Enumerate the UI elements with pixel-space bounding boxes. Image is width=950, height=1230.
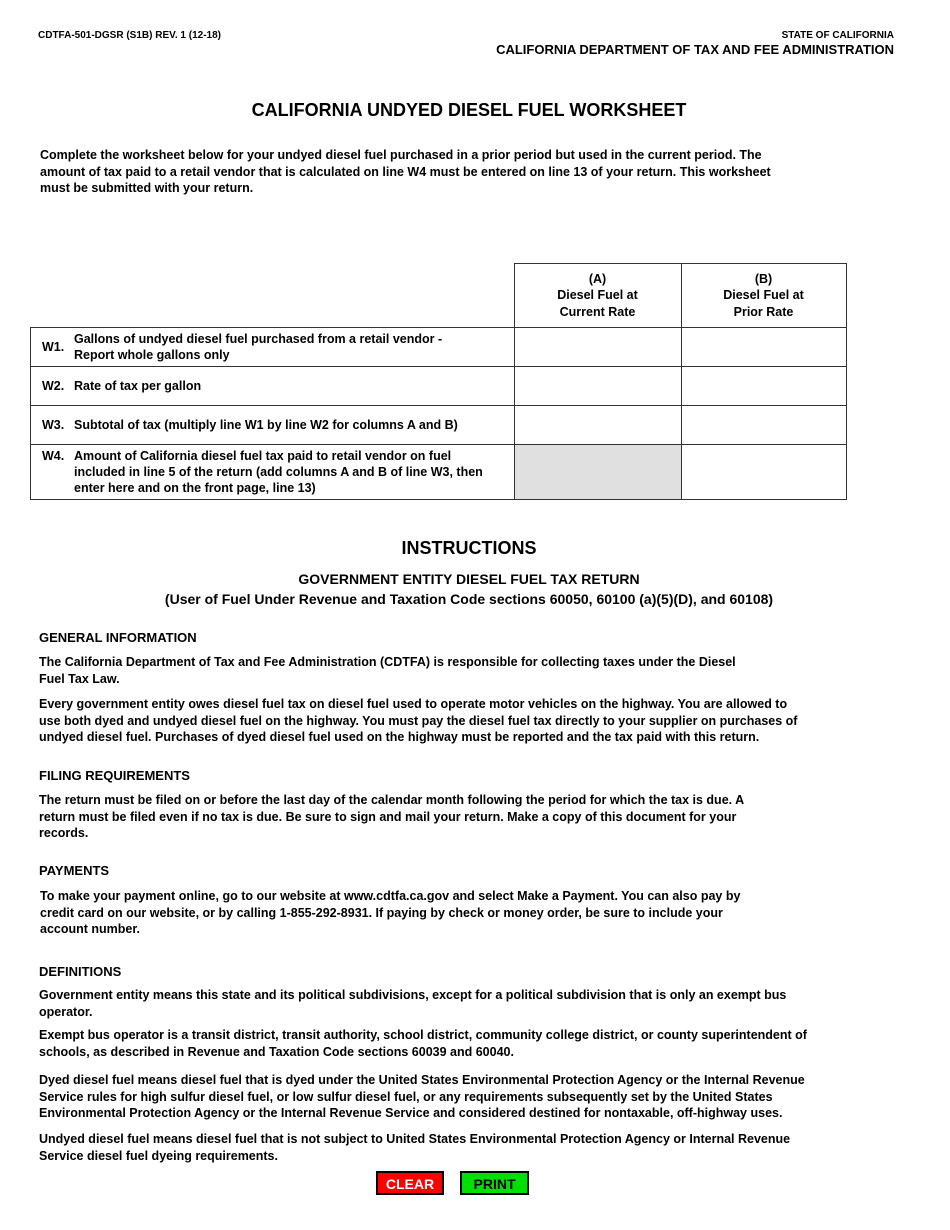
- text-line: records.: [39, 826, 89, 840]
- intro-line: must be submitted with your return.: [40, 181, 254, 195]
- w3-column-b[interactable]: [681, 406, 846, 445]
- w2-column-a-input[interactable]: [515, 378, 681, 394]
- column-a-label: Diesel Fuel at: [557, 288, 638, 303]
- definition-undyed-diesel-fuel: [39, 1131, 839, 1164]
- row-w3-label: [31, 406, 515, 445]
- definition-government-entity: [39, 987, 839, 1020]
- worksheet-header-row: [31, 264, 847, 328]
- w1-column-b[interactable]: [681, 328, 846, 367]
- w3-column-a-input[interactable]: [515, 417, 681, 433]
- text-line: Government entity means this state and its political subdivisions, except for a political subdivision that is only an exempt bus: [39, 988, 787, 1002]
- state-label: STATE OF CALIFORNIA: [781, 30, 894, 41]
- row-w2-label: [31, 367, 515, 406]
- text-line: Service diesel fuel dyeing requirements.: [39, 1148, 278, 1163]
- worksheet-row-w4: [31, 445, 847, 500]
- column-b-label: Diesel Fuel at: [723, 288, 804, 303]
- column-a-rate: Current Rate: [559, 304, 636, 319]
- text-line: account number.: [40, 922, 141, 936]
- worksheet-row-w3: [31, 406, 847, 445]
- column-a-header: [514, 264, 681, 328]
- w2-column-b-input[interactable]: [682, 378, 846, 394]
- text-line: Fuel Tax Law.: [39, 671, 120, 686]
- w3-column-a[interactable]: [514, 406, 681, 445]
- row-w1-label: [31, 328, 515, 367]
- definitions-heading: DEFINITIONS: [39, 964, 122, 979]
- clear-button[interactable]: CLEAR: [376, 1171, 444, 1195]
- worksheet-table: [30, 263, 847, 500]
- definition-exempt-bus-operator: [39, 1027, 839, 1060]
- text-line: operator.: [39, 1004, 93, 1019]
- intro-line: Complete the worksheet below for your undyed diesel fuel purchased in a prior period but used in the current period. The: [40, 148, 762, 162]
- w4-column-a-shaded: [514, 445, 681, 500]
- text-line: Every government entity owes diesel fuel tax on diesel fuel used to operate motor vehicles on the highway. You are allowed to: [39, 697, 788, 711]
- column-b-rate: Prior Rate: [733, 304, 794, 319]
- text-line: Dyed diesel fuel means diesel fuel that is dyed under the United States Environmental Protection Agency or the Internal Revenue: [39, 1073, 805, 1087]
- text-line: use both dyed and undyed diesel fuel on the highway. You must pay the diesel fuel tax directly to your supplier on purchases of: [39, 713, 798, 728]
- text-line: To make your payment online, go to our website at www.cdtfa.ca.gov and select Make a Payment. You can also pay by: [40, 889, 741, 903]
- text-line: schools, as described in Revenue and Taxation Code sections 60039 and 60040.: [39, 1044, 514, 1059]
- row-text: Gallons of undyed diesel fuel purchased from a retail vendor -: [74, 332, 443, 346]
- column-a-letter: (A): [588, 271, 607, 286]
- w3-column-b-input[interactable]: [682, 417, 846, 433]
- row-text: enter here and on the front page, line 13): [74, 481, 316, 495]
- payments-paragraph: [40, 888, 840, 938]
- row-text: Report whole gallons only: [74, 348, 230, 362]
- text-line: Environmental Protection Agency or the Internal Revenue Service and considered destined for nontaxable, off-highway uses.: [39, 1106, 783, 1120]
- intro-paragraph: [40, 147, 820, 197]
- w1-column-a-input[interactable]: [515, 339, 681, 355]
- text-line: return must be filed even if no tax is due. Be sure to sign and mail your return. Make a copy of this document for your: [39, 809, 737, 824]
- w1-column-b-input[interactable]: [682, 339, 846, 355]
- text-line: Undyed diesel fuel means diesel fuel that is not subject to United States Environmental Protection Agency or Internal Revenue: [39, 1132, 791, 1146]
- worksheet-row-w2: [31, 367, 847, 406]
- text-line: Exempt bus operator is a transit district, transit authority, school district, community college district, or county superintendent of: [39, 1028, 807, 1042]
- instructions-heading: INSTRUCTIONS: [401, 538, 537, 558]
- filing-requirements-paragraph: [39, 792, 839, 842]
- instructions-subheading: GOVERNMENT ENTITY DIESEL FUEL TAX RETURN: [298, 571, 640, 587]
- w2-column-a[interactable]: [514, 367, 681, 406]
- w4-column-b[interactable]: [681, 445, 846, 500]
- general-information-paragraph-2: [39, 696, 839, 746]
- payments-heading: PAYMENTS: [39, 863, 110, 878]
- w4-total-input[interactable]: [682, 464, 846, 480]
- worksheet-row-w1: [31, 328, 847, 367]
- header-spacer: [31, 264, 515, 328]
- row-number: W1.: [42, 340, 65, 354]
- column-b-header: [681, 264, 846, 328]
- row-w4-label: [31, 445, 515, 500]
- instructions-code-reference: (User of Fuel Under Revenue and Taxation Code sections 60050, 60100 (a)(5)(D), and 60108): [164, 591, 774, 607]
- page-title: CALIFORNIA UNDYED DIESEL FUEL WORKSHEET: [251, 100, 687, 120]
- definition-dyed-diesel-fuel: [39, 1072, 839, 1122]
- w1-column-a[interactable]: [514, 328, 681, 367]
- department-name: CALIFORNIA DEPARTMENT OF TAX AND FEE ADMINISTRATION: [496, 42, 894, 57]
- text-line: undyed diesel fuel. Purchases of dyed diesel fuel used on the highway must be reported and the tax paid with this return.: [39, 730, 760, 744]
- text-line: Service rules for high sulfur diesel fuel, or low sulfur diesel fuel, or any requirements subsequently set by the United States: [39, 1089, 773, 1104]
- row-text: included in line 5 of the return (add columns A and B of line W3, then: [74, 465, 483, 479]
- row-text: Subtotal of tax (multiply line W1 by line W2 for columns A and B): [74, 418, 458, 432]
- text-line: The California Department of Tax and Fee Administration (CDTFA) is responsible for collecting taxes under the Diesel: [39, 655, 736, 669]
- general-information-heading: GENERAL INFORMATION: [39, 630, 197, 645]
- row-text: Amount of California diesel fuel tax paid to retail vendor on fuel: [74, 449, 452, 463]
- general-information-paragraph-1: [39, 654, 839, 687]
- row-number: W4.: [42, 449, 65, 463]
- row-number: W3.: [42, 418, 65, 432]
- text-line: credit card on our website, or by calling 1-855-292-8931. If paying by check or money order, be sure to include your: [40, 905, 723, 920]
- w2-column-b[interactable]: [681, 367, 846, 406]
- row-text: Rate of tax per gallon: [74, 379, 202, 393]
- text-line: The return must be filed on or before the last day of the calendar month following the period for which the tax is due. A: [39, 793, 745, 807]
- print-button[interactable]: PRINT: [460, 1171, 529, 1195]
- row-number: W2.: [42, 379, 65, 393]
- column-b-letter: (B): [754, 271, 773, 286]
- intro-line: amount of tax paid to a retail vendor that is calculated on line W4 must be entered on line 13 of your return. This worksheet: [40, 164, 771, 179]
- filing-requirements-heading: FILING REQUIREMENTS: [39, 768, 190, 783]
- form-id: CDTFA-501-DGSR (S1B) REV. 1 (12-18): [38, 30, 222, 41]
